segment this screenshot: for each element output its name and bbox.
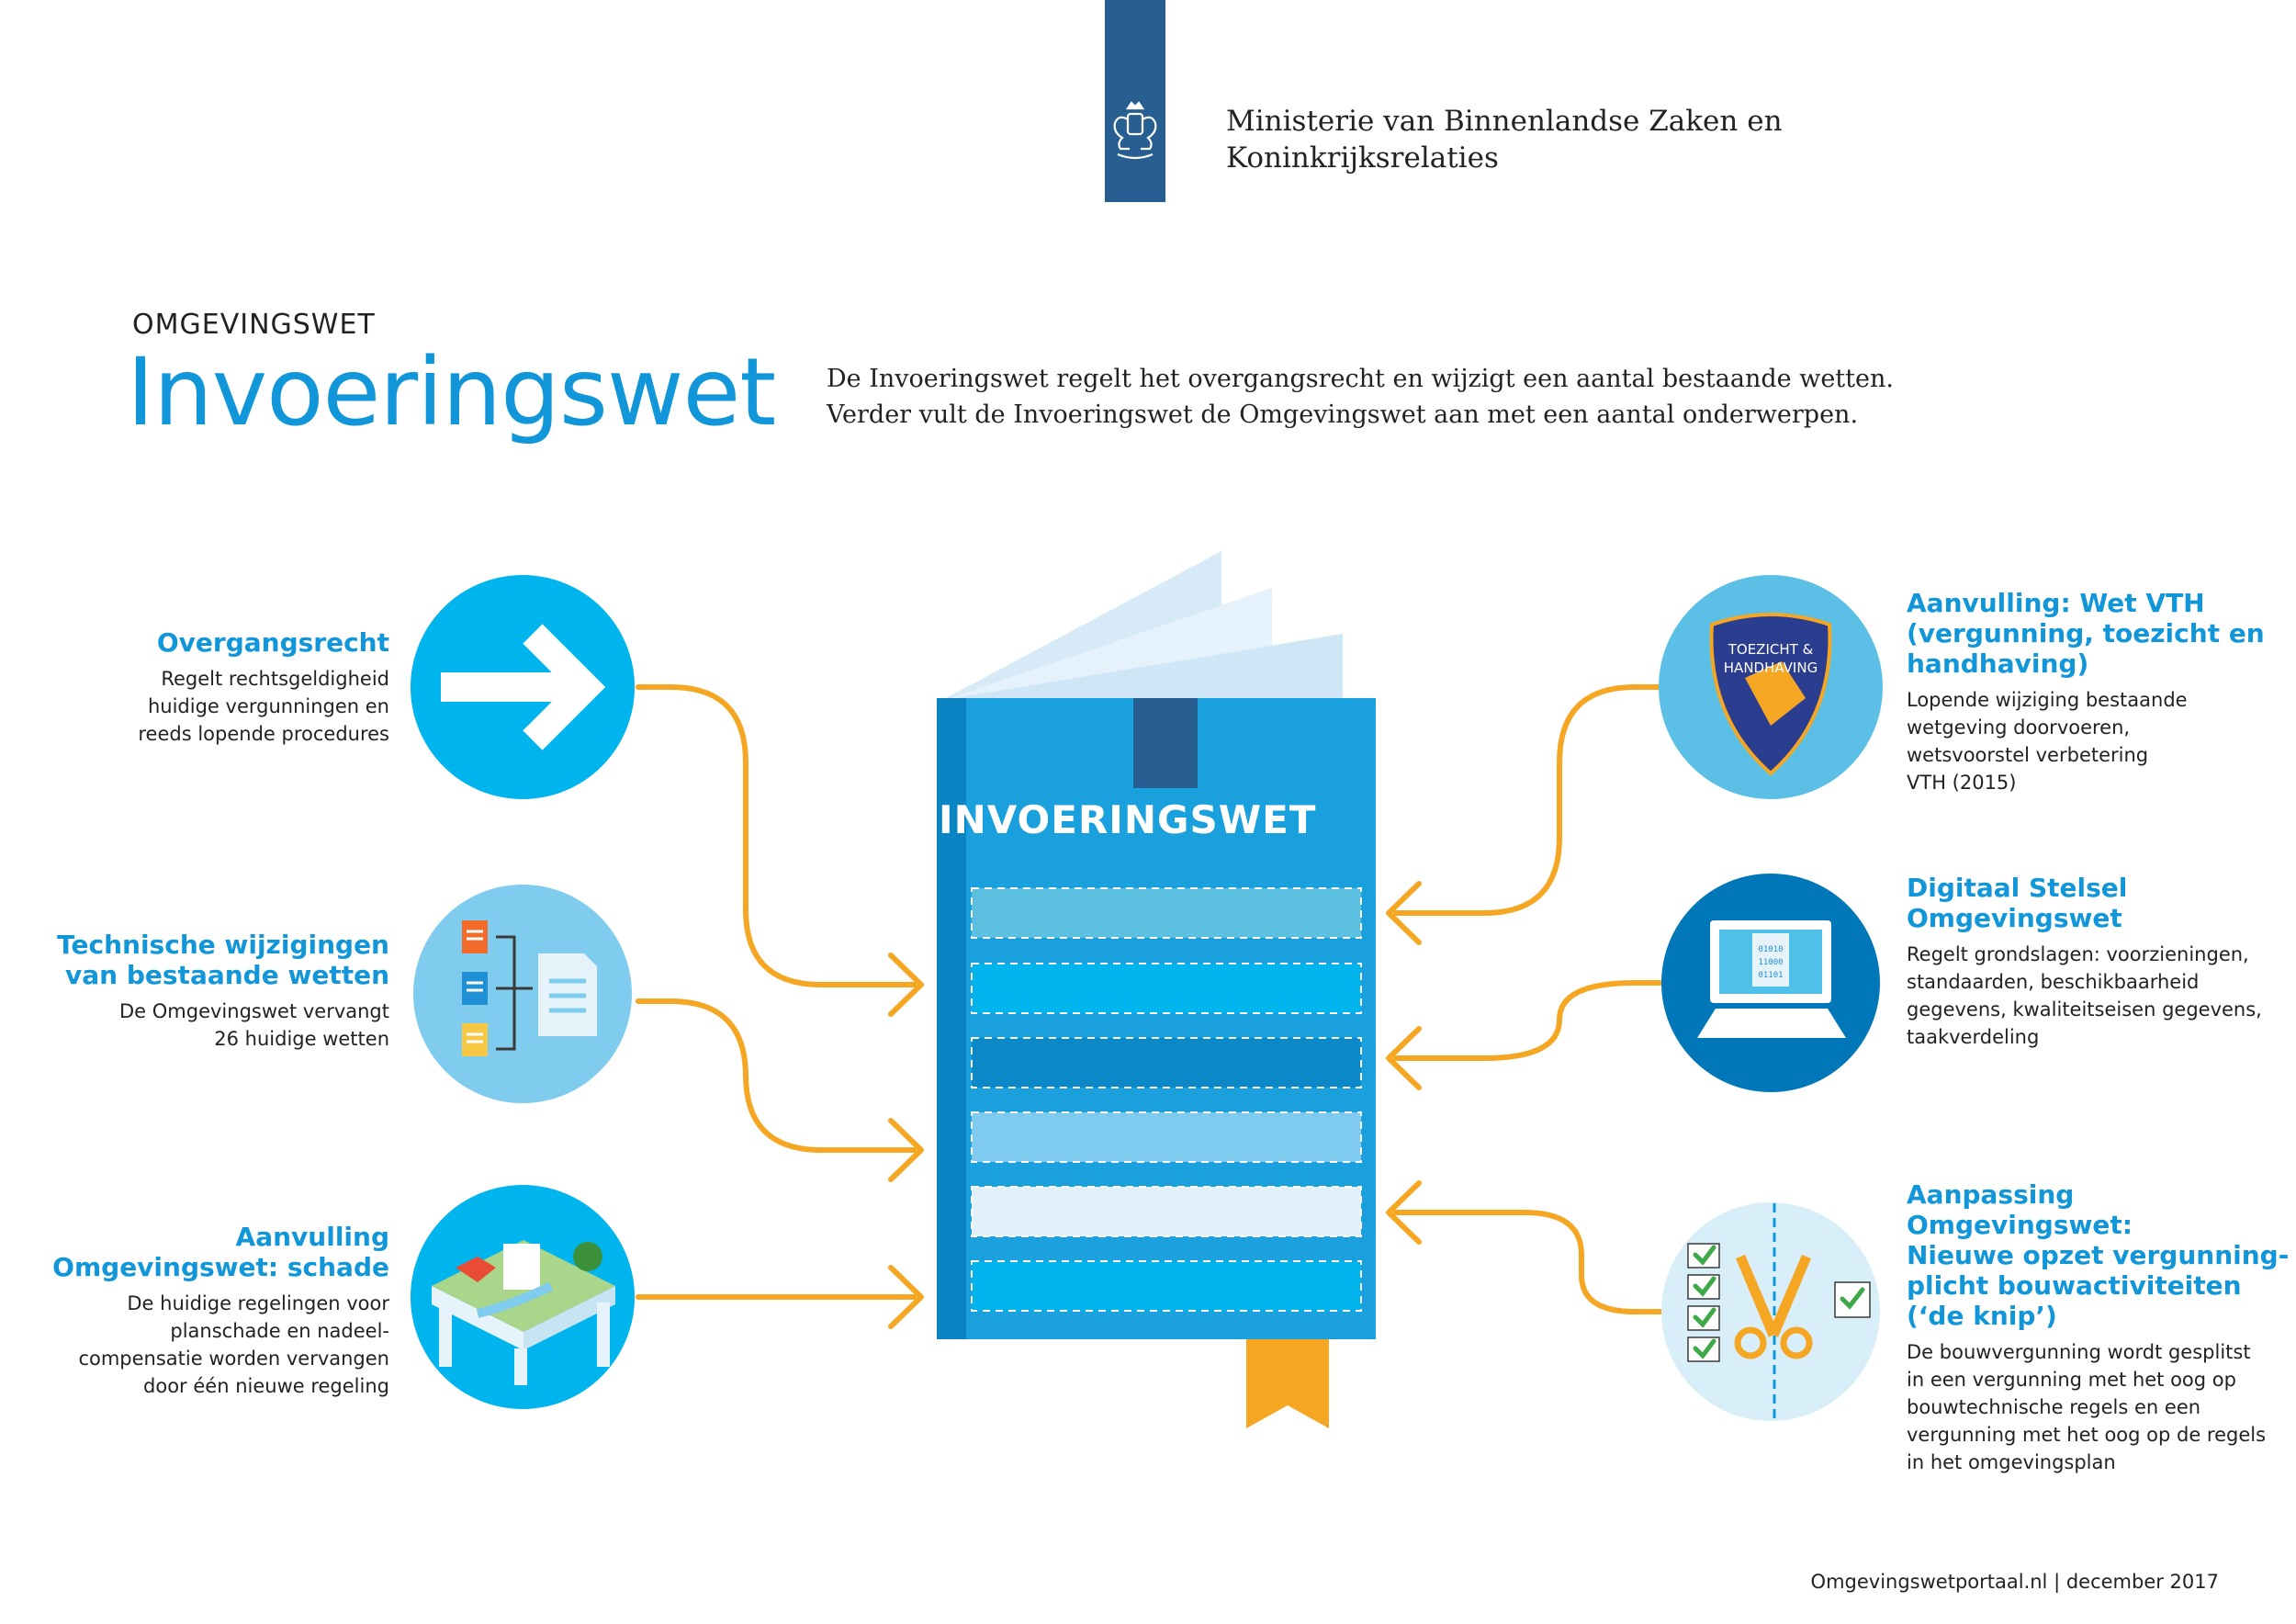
left-item-schade (4, 1222, 389, 1400)
computer-icon (1661, 874, 1880, 1092)
item-heading: Aanpassing Omgevingswet: Nieuwe opzet vergunning- plicht bouwactiviteiten (‘de knip’) (1907, 1179, 2290, 1331)
right-item-wet-vth (1907, 588, 2292, 796)
landscape-table-icon (411, 1185, 635, 1409)
item-description: Regelt rechtsgeldigheid huidige vergunningen en reeds lopende procedures (138, 668, 389, 745)
page-title: Invoeringswet (127, 338, 776, 447)
item-heading: Aanvulling: Wet VTH (vergunning, toezicht en handhaving) (1907, 588, 2265, 679)
book-pages (946, 551, 1343, 698)
left-item-technische-wijzigingen (4, 930, 389, 1053)
screen-code-line: 01101 (1758, 971, 1784, 980)
left-item-overgangsrecht (4, 627, 389, 748)
connector-line (638, 1001, 914, 1150)
right-item-digitaal-stelsel (1907, 873, 2292, 1051)
item-description: De huidige regelingen voor planschade en nadeel- compensatie worden vervangen door één nieuwe regeling (78, 1292, 389, 1397)
item-description: De bouwvergunning wordt gesplitst in een vergunning met het oog op bouwtechnische regels en een vergunning met het oog op de regels in het omgevingsplan (1907, 1341, 2267, 1473)
book-title: INVOERINGSWET (939, 797, 1317, 842)
item-heading: Digitaal Stelsel Omgevingswet (1907, 873, 2128, 933)
item-description: Lopende wijziging bestaande wetgeving doorvoeren, wetsvoorstel verbetering VTH (2015) (1907, 689, 2188, 794)
arrow-right-icon (411, 575, 635, 799)
connector-line (1396, 687, 1660, 913)
item-heading: Overgangsrecht (156, 627, 389, 658)
intro-line: Verder vult de Invoeringswet de Omgevingswet aan met een aantal onderwerpen. (827, 400, 1859, 429)
shield-icon (1659, 575, 1883, 799)
documents-icon (413, 885, 632, 1103)
intro-line: De Invoeringswet regelt het overgangsrecht en wijzigt een aantal bestaande wetten. (827, 365, 1894, 393)
ministry-name: Ministerie van Binnenlandse Zaken en Koninkrijksrelaties (1226, 105, 1783, 175)
screen-code-line: 11000 (1758, 958, 1784, 967)
footer-credit: Omgevingswetportaal.nl | december 2017 (1810, 1571, 2219, 1593)
item-description: De Omgevingswet vervangt 26 huidige wetten (119, 1000, 389, 1050)
connector-line (638, 687, 914, 985)
item-heading: Aanvulling Omgevingswet: schade (52, 1222, 389, 1282)
right-item-de-knip (1907, 1179, 2292, 1476)
scissors-icon (1661, 1202, 1880, 1421)
connector-line (1396, 983, 1660, 1058)
shield-label: TOEZICHT & (1728, 641, 1814, 658)
connector-line (1396, 1212, 1660, 1312)
item-heading: Technische wijzigingen van bestaande wetten (57, 930, 389, 990)
shield-label: HANDHAVING (1723, 660, 1818, 676)
bookmark-ribbon (1246, 1339, 1329, 1428)
page-kicker: OMGEVINGSWET (132, 309, 376, 341)
item-description: Regelt grondslagen: voorzieningen, standaarden, beschikbaarheid gegevens, kwaliteitseisen gegevens, taakverdeling (1907, 943, 2262, 1048)
screen-code-line: 01010 (1758, 945, 1784, 954)
